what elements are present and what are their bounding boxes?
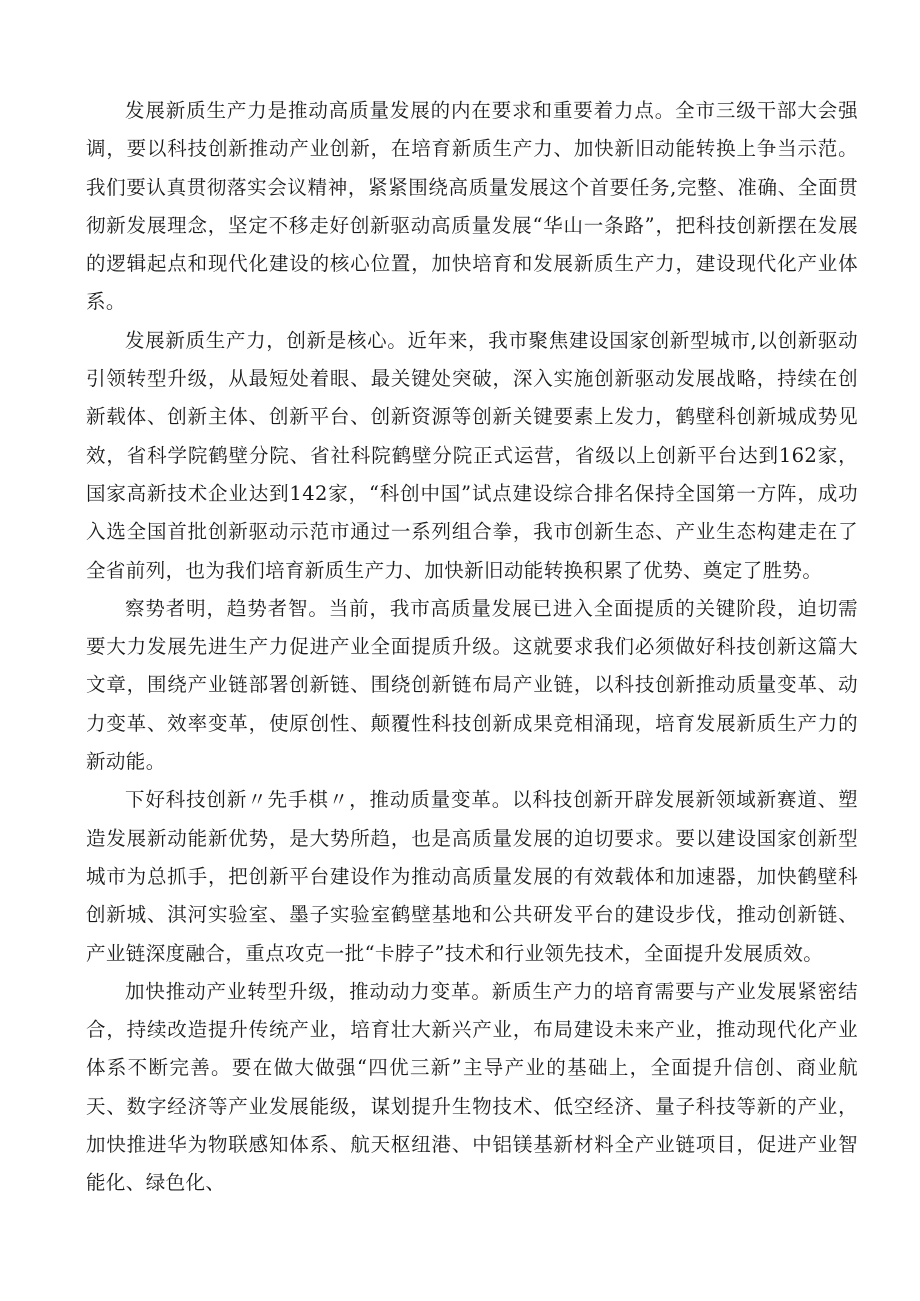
paragraph-2: 发展新质生产力，创新是核心。近年来，我市聚焦建设国家创新型城市,以创新驱动引领转型升级，从最短处着眼、最关键处突破，深入实施创新驱动发展战略，持续在创新载体、创新主体、创新平台、创新资源等创新关键要素上发力，鹤壁科创新城成势见效，省科学院鹤壁分院、省社科院鹤壁分院正式运营，省级以上创新平台达到162家，国家高新技术企业达到142家，“科创中国”试点建设综合排名保持全国第一方阵，成功入选全国首批创新驱动示范市通过一系列组合拳，我市创新生态、产业生态构建走在了全省前列，也为我们培育新质生产力、加快新旧动能转换积累了优势、奠定了胜势。 — [86, 328, 858, 582]
paragraph-3: 察势者明，趋势者智。当前，我市高质量发展已进入全面提质的关键阶段，迫切需要大力发展先进生产力促进产业全面提质升级。这就要求我们必须做好科技创新这篇大文章，围绕产业链部署创新链、围绕创新链布局产业链，以科技创新推动质量变革、动力变革、效率变革，使原创性、颠覆性科技创新成果竞相涌现，培育发展新质生产力的新动能。 — [86, 596, 858, 774]
paragraph-1: 发展新质生产力是推动高质量发展的内在要求和重要着力点。全市三级干部大会强调，要以科技创新推动产业创新，在培育新质生产力、加快新旧动能转换上争当示范。我们要认真贯彻落实会议精神，紧紧围绕高质量发展这个首要任务,完整、准确、全面贯彻新发展理念，坚定不移走好创新驱动高质量发展“华山一条路”，把科技创新摆在发展的逻辑起点和现代化建设的核心位置，加快培育和发展新质生产力，建设现代化产业体系。 — [86, 99, 858, 314]
paragraph-5: 加快推动产业转型升级，推动动力变革。新质生产力的培育需要与产业发展紧密结合，持续改造提升传统产业，培育壮大新兴产业，布局建设未来产业，推动现代化产业体系不断完善。要在做大做强“四优三新”主导产业的基础上，全面提升信创、商业航天、数字经济等产业发展能级，谋划提升生物技术、低空经济、量子科技等新的产业，加快推进华为物联感知体系、航天枢纽港、中铝镁基新材料全产业链项目，促进产业智能化、绿色化、 — [86, 979, 858, 1195]
article-body — [86, 92, 858, 1203]
paragraph-4: 下好科技创新〃先手棋〃，推动质量变革。以科技创新开辟发展新领域新赛道、塑造发展新动能新优势，是大势所趋，也是高质量发展的迫切要求。要以建设国家创新型城市为总抓手，把创新平台建设作为推动高质量发展的有效载体和加速器，加快鹤壁科创新城、淇河实验室、墨子实验室鹤壁基地和公共研发平台的建设步伐，推动创新链、产业链深度融合，重点攻克一批“卡脖子”技术和行业领先技术，全面提升发展质效。 — [86, 788, 858, 965]
